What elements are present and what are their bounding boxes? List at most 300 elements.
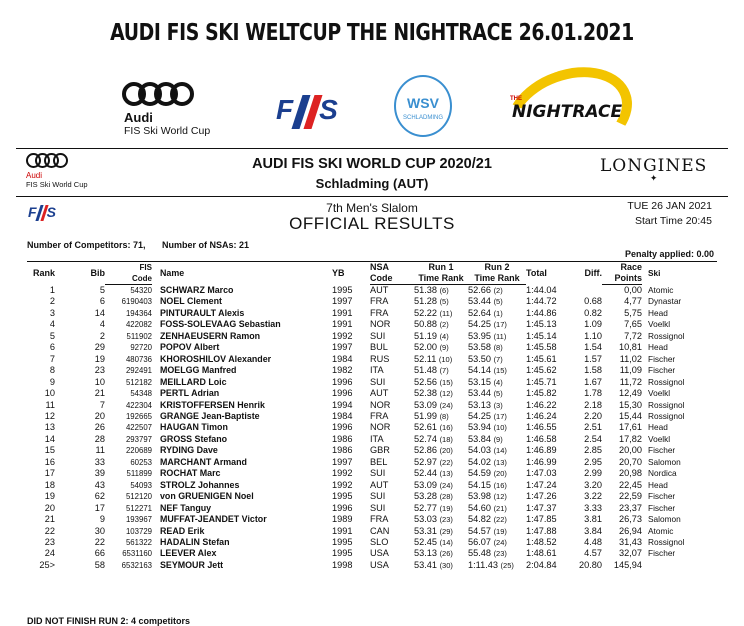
race-date: TUE 26 JAN 2021 xyxy=(627,200,712,212)
run2-time: 53.98 (12) xyxy=(468,491,507,502)
num-competitors: Number of Competitors: 71, xyxy=(27,240,146,250)
rank: 9 xyxy=(49,376,55,387)
bib: 2 xyxy=(99,330,105,341)
diff: 1.58 xyxy=(584,365,602,376)
ski-brand: Head xyxy=(648,342,668,353)
fis-code: 6532163 xyxy=(121,560,152,570)
race-points: 31,43 xyxy=(619,536,642,547)
fis-code: 192665 xyxy=(125,411,152,421)
total-time: 1:44.86 xyxy=(526,307,557,318)
athlete-name: von GRUENIGEN Noel xyxy=(160,491,254,502)
run1-time: 52.00 (9) xyxy=(414,342,449,353)
rank: 1 xyxy=(49,284,55,295)
birth-year: 1995 xyxy=(332,284,353,295)
nsa-code: FRA xyxy=(370,296,389,307)
penalty-applied: Penalty applied: 0.00 xyxy=(624,249,714,259)
race-points: 17,82 xyxy=(619,433,642,444)
fis-code: 422082 xyxy=(125,320,152,330)
total-time: 1:47.24 xyxy=(526,479,557,490)
diff: 20.80 xyxy=(579,559,602,570)
fis-code: 292491 xyxy=(125,366,152,376)
athlete-name: MUFFAT-JEANDET Victor xyxy=(160,514,267,525)
run2-time: 52.64 (1) xyxy=(468,307,503,318)
rank: 23 xyxy=(44,536,55,547)
fis-code: 103729 xyxy=(125,526,152,536)
bib: 29 xyxy=(94,342,105,353)
fis-code: 194364 xyxy=(125,308,152,318)
bib: 33 xyxy=(94,456,105,467)
rank: 21 xyxy=(44,514,55,525)
bib: 9 xyxy=(99,514,105,525)
bib: 17 xyxy=(94,502,105,513)
ski-brand: Rossignol xyxy=(648,330,685,341)
table-row xyxy=(27,365,717,376)
run2-time: 53.95 (11) xyxy=(468,330,507,341)
run2-time: 54.60 (21) xyxy=(468,502,507,513)
race-points: 15,30 xyxy=(619,399,642,410)
col-ski: Ski xyxy=(642,262,717,285)
total-time: 1:45.13 xyxy=(526,319,557,330)
fis-code: 54348 xyxy=(130,389,152,399)
table-row xyxy=(27,560,717,571)
birth-year: 1997 xyxy=(332,342,353,353)
total-time: 1:48.61 xyxy=(526,548,557,559)
total-time: 1:45.61 xyxy=(526,353,557,364)
run1-time: 52.77 (19) xyxy=(414,502,453,513)
total-time: 1:44.04 xyxy=(526,284,557,295)
run1-time: 52.44 (13) xyxy=(414,468,453,479)
total-time: 1:45.82 xyxy=(526,388,557,399)
nsa-code: SUI xyxy=(370,468,386,479)
total-time: 1:46.89 xyxy=(526,445,557,456)
run1-time: 52.45 (14) xyxy=(414,536,453,547)
bib: 26 xyxy=(94,422,105,433)
nsa-code: SLO xyxy=(370,536,389,547)
diff: 3.22 xyxy=(584,491,602,502)
table-row xyxy=(27,445,717,456)
ski-brand: Rossignol xyxy=(648,536,685,547)
total-time: 1:45.62 xyxy=(526,365,557,376)
bib: 39 xyxy=(94,468,105,479)
run1-time: 53.13 (26) xyxy=(414,548,453,559)
diff xyxy=(572,285,602,297)
race-points: 26,73 xyxy=(619,514,642,525)
run1-time: 53.03 (23) xyxy=(414,514,453,525)
ski-brand: Fischer xyxy=(648,353,676,364)
event-banner: AUDI FIS SKI WELTCUP THE NIGHTRACE 26.01.2021 xyxy=(110,20,634,46)
total-time: 1:48.52 xyxy=(526,536,557,547)
run2-time: 56.07 (24) xyxy=(468,536,507,547)
total-time: 1:47.26 xyxy=(526,491,557,502)
birth-year: 1996 xyxy=(332,376,353,387)
table-row xyxy=(27,548,717,559)
table-row xyxy=(27,480,717,491)
athlete-name: NOEL Clement xyxy=(160,296,222,307)
total-time: 1:45.71 xyxy=(526,376,557,387)
birth-year: 1992 xyxy=(332,330,353,341)
ski-brand: Head xyxy=(648,422,668,433)
fis-code: 60253 xyxy=(130,457,152,467)
race-points: 15,44 xyxy=(619,410,642,421)
table-row xyxy=(27,331,717,342)
col-name: Name xyxy=(152,262,332,285)
bib: 66 xyxy=(94,548,105,559)
num-nsas: Number of NSAs: 21 xyxy=(162,240,250,250)
table-row xyxy=(27,537,717,548)
official-results-heading: OFFICIAL RESULTS xyxy=(289,214,455,233)
table-row xyxy=(27,491,717,502)
bib: 58 xyxy=(94,559,105,570)
run2-time: 53.44 (5) xyxy=(468,296,503,307)
run1-time: 52.97 (22) xyxy=(414,456,453,467)
col-points: Points xyxy=(602,273,642,285)
nsa-code: RUS xyxy=(370,353,390,364)
ski-brand: Salomon xyxy=(648,514,681,525)
race-points: 0,00 xyxy=(624,285,642,295)
rank: 14 xyxy=(44,433,55,444)
ski-brand: Atomic xyxy=(648,284,674,295)
diff: 0.82 xyxy=(584,307,602,318)
nsa-code: FRA xyxy=(370,514,389,525)
bib: 28 xyxy=(94,433,105,444)
bib: 21 xyxy=(94,388,105,399)
rank: 22 xyxy=(44,525,55,536)
col-nsa: NSA xyxy=(370,262,412,274)
diff: 2.18 xyxy=(584,399,602,410)
run2-time: 54.25 (17) xyxy=(468,319,507,330)
run1-time: 52.22 (11) xyxy=(414,307,453,318)
total-time: 1:47.85 xyxy=(526,514,557,525)
total-time: 1:46.55 xyxy=(526,422,557,433)
run1-time: 50.88 (2) xyxy=(414,319,449,330)
athlete-name: READ Erik xyxy=(160,525,205,536)
birth-year: 1995 xyxy=(332,491,353,502)
race-points: 11,02 xyxy=(619,353,642,364)
fis-code: 54093 xyxy=(130,480,152,490)
birth-year: 1996 xyxy=(332,422,353,433)
table-row xyxy=(27,388,717,399)
fis-code: 54320 xyxy=(130,286,152,295)
total-time: 1:46.58 xyxy=(526,433,557,444)
nsa-code: USA xyxy=(370,548,389,559)
bib: 30 xyxy=(94,525,105,536)
birth-year: 1982 xyxy=(332,365,353,376)
rank: 4 xyxy=(49,319,55,330)
athlete-name: HADALIN Stefan xyxy=(160,536,230,547)
diff: 0.68 xyxy=(584,296,602,307)
fis-logo: F S xyxy=(276,94,340,129)
fis-code: 422507 xyxy=(125,423,152,433)
audi-logo-text: Audi xyxy=(124,110,153,125)
rank: 7 xyxy=(49,353,55,364)
birth-year: 1997 xyxy=(332,456,353,467)
bib: 4 xyxy=(99,319,105,330)
fis-small-logo: F S xyxy=(28,204,56,220)
race-points: 5,75 xyxy=(624,307,642,318)
col-nsa-code: Code xyxy=(370,273,412,285)
nsa-code: AUT xyxy=(370,479,389,490)
total-time: 1:46.99 xyxy=(526,456,557,467)
race-points: 7,65 xyxy=(624,319,642,330)
venue: Schladming (AUT) xyxy=(315,176,429,191)
diff: 3.84 xyxy=(584,525,602,536)
table-row xyxy=(27,342,717,353)
run2-time: 53.44 (5) xyxy=(468,388,503,399)
athlete-name: GROSS Stefano xyxy=(160,433,228,444)
run1-time: 53.09 (24) xyxy=(414,399,453,410)
run2-time: 54.57 (19) xyxy=(468,525,507,536)
fis-code: 293797 xyxy=(125,434,152,444)
nsa-code: NOR xyxy=(370,399,391,410)
col-diff: Diff. xyxy=(572,262,602,285)
col-fis: FIS xyxy=(105,262,152,274)
competitor-counts xyxy=(27,240,263,250)
table-row xyxy=(27,526,717,537)
bib: 62 xyxy=(94,491,105,502)
athlete-name: KRISTOFFERSEN Henrik xyxy=(160,399,265,410)
ski-brand: Fischer xyxy=(648,548,676,559)
nsa-code: ITA xyxy=(370,433,384,444)
nsa-code: NOR xyxy=(370,319,391,330)
nsa-code: NOR xyxy=(370,422,391,433)
birth-year: 1989 xyxy=(332,514,353,525)
run2-time: 54.82 (22) xyxy=(468,514,507,525)
diff: 2.99 xyxy=(584,468,602,479)
ski-brand: Fischer xyxy=(648,491,676,502)
longines-logo: LONGINES ✦ xyxy=(600,156,708,184)
nsa-code: ITA xyxy=(370,365,384,376)
col-rank: Rank xyxy=(27,262,55,285)
run1-time: 53.31 (29) xyxy=(414,525,453,536)
race-points: 22,59 xyxy=(619,491,642,502)
rank: 5 xyxy=(49,330,55,341)
birth-year: 1995 xyxy=(332,548,353,559)
nsa-code: SUI xyxy=(370,376,386,387)
col-run1-timerank: Time Rank xyxy=(412,273,468,285)
diff: 2.51 xyxy=(584,422,602,433)
nsa-code: SUI xyxy=(370,330,386,341)
race-points: 7,72 xyxy=(624,330,642,341)
ski-brand: Voelkl xyxy=(648,319,671,330)
bib: 14 xyxy=(94,307,105,318)
run1-time: 52.86 (20) xyxy=(414,445,453,456)
bib: 19 xyxy=(94,353,105,364)
run2-time: 54.15 (16) xyxy=(468,479,507,490)
col-total: Total xyxy=(526,262,572,285)
athlete-name: MOELGG Manfred xyxy=(160,365,237,376)
race-points: 32,07 xyxy=(619,548,642,559)
total-time: 1:47.88 xyxy=(526,525,557,536)
ski-brand: Head xyxy=(648,479,668,490)
bib: 23 xyxy=(94,365,105,376)
total-time: 1:44.72 xyxy=(526,296,557,307)
nsa-code: GBR xyxy=(370,445,390,456)
col-race: Race xyxy=(602,262,642,274)
nsa-code: AUT xyxy=(370,388,389,399)
rank: 3 xyxy=(49,307,55,318)
col-bib: Bib xyxy=(55,262,105,285)
ski-brand: Fischer xyxy=(648,502,676,513)
audi-small-logo: Audi FIS Ski World Cup xyxy=(26,153,88,189)
birth-year: 1986 xyxy=(332,445,353,456)
nsa-code: SUI xyxy=(370,502,386,513)
rank: 6 xyxy=(49,342,55,353)
run1-time: 53.09 (24) xyxy=(414,479,453,490)
athlete-name: PERTL Adrian xyxy=(160,388,220,399)
birth-year: 1984 xyxy=(332,410,353,421)
bib: 11 xyxy=(95,445,105,456)
rank: 15 xyxy=(44,445,55,456)
race-points: 20,70 xyxy=(619,456,642,467)
bib: 5 xyxy=(99,284,105,295)
audi-fis-logo xyxy=(122,82,210,137)
athlete-name: ZENHAEUSERN Ramon xyxy=(160,330,261,341)
table-row xyxy=(27,411,717,422)
bib: 20 xyxy=(94,410,105,421)
run1-time: 51.19 (4) xyxy=(414,330,449,341)
fis-code: 511899 xyxy=(126,469,152,479)
run2-time: 53.50 (7) xyxy=(468,353,503,364)
nsa-code: BUL xyxy=(370,342,388,353)
bib: 7 xyxy=(99,399,105,410)
rank: 25> xyxy=(39,559,55,570)
race-points: 17,61 xyxy=(619,422,642,433)
diff: 3.81 xyxy=(584,514,602,525)
table-row xyxy=(27,503,717,514)
ski-brand: Salomon xyxy=(648,456,681,467)
ski-brand: Voelkl xyxy=(648,388,671,399)
run2-time: 53.15 (4) xyxy=(468,376,503,387)
run1-time: 53.28 (28) xyxy=(414,491,453,502)
diff: 1.78 xyxy=(584,388,602,399)
birth-year: 1986 xyxy=(332,433,353,444)
diff: 2.85 xyxy=(584,445,602,456)
run2-time: 54.25 (17) xyxy=(468,410,507,421)
fis-code: 220689 xyxy=(125,446,152,456)
birth-year: 1991 xyxy=(332,319,353,330)
run1-time: 51.28 (5) xyxy=(414,296,449,307)
fis-code: 193967 xyxy=(125,515,152,525)
athlete-name: GRANGE Jean-Baptiste xyxy=(160,410,260,421)
athlete-name: SCHWARZ Marco xyxy=(160,284,234,295)
run1-time: 52.61 (16) xyxy=(414,422,453,433)
athlete-name: MEILLARD Loic xyxy=(160,376,227,387)
athlete-name: RYDING Dave xyxy=(160,445,218,456)
rank: 16 xyxy=(44,456,55,467)
bib: 10 xyxy=(94,376,105,387)
nsa-code: FRA xyxy=(370,410,389,421)
header-divider xyxy=(16,148,728,149)
race-points: 4,77 xyxy=(624,296,642,307)
fis-code: 511902 xyxy=(126,331,152,341)
birth-year: 1992 xyxy=(332,479,353,490)
diff: 1.09 xyxy=(584,319,602,330)
diff: 4.57 xyxy=(584,548,602,559)
total-time: 1:47.37 xyxy=(526,502,557,513)
rank: 20 xyxy=(44,502,55,513)
fis-code: 512182 xyxy=(125,377,152,387)
run2-time: 53.13 (3) xyxy=(468,399,503,410)
nsa-code: FRA xyxy=(370,307,389,318)
athlete-name: FOSS-SOLEVAAG Sebastian xyxy=(160,319,281,330)
run2-time: 52.66 (2) xyxy=(468,285,503,295)
fis-code: 92720 xyxy=(130,343,152,353)
race-points: 12,49 xyxy=(619,388,642,399)
total-time: 1:45.14 xyxy=(526,330,557,341)
diff: 2.54 xyxy=(584,433,602,444)
run2-time: 53.58 (8) xyxy=(468,342,503,353)
rank: 8 xyxy=(49,365,55,376)
nsa-code: BEL xyxy=(370,456,388,467)
athlete-name: NEF Tanguy xyxy=(160,502,212,513)
athlete-name: LEEVER Alex xyxy=(160,548,217,559)
run1-time: 52.56 (15) xyxy=(414,376,453,387)
fis-code: 512120 xyxy=(125,492,152,502)
diff: 3.33 xyxy=(584,502,602,513)
bib: 6 xyxy=(99,296,105,307)
run1-time: 51.38 (6) xyxy=(414,285,449,295)
diff: 1.57 xyxy=(584,353,602,364)
run1-time: 52.11 (10) xyxy=(414,353,453,364)
fis-code: 561322 xyxy=(125,537,152,547)
table-row xyxy=(27,434,717,445)
total-time: 1:46.24 xyxy=(526,410,557,421)
diff: 1.67 xyxy=(584,376,602,387)
athlete-name: KHOROSHILOV Alexander xyxy=(160,353,272,364)
birth-year: 1991 xyxy=(332,307,353,318)
diff: 2.20 xyxy=(584,410,602,421)
col-run1: Run 1 xyxy=(412,262,468,274)
race-points: 11,09 xyxy=(619,365,642,376)
table-row xyxy=(27,457,717,468)
table-row xyxy=(27,400,717,411)
table-row xyxy=(27,422,717,433)
diff: 2.95 xyxy=(584,456,602,467)
table-row xyxy=(27,296,717,307)
run1-time: 51.99 (8) xyxy=(414,410,449,421)
start-time: Start Time 20:45 xyxy=(634,215,712,227)
dnf-footer: DID NOT FINISH RUN 2: 4 competitors xyxy=(27,616,191,626)
rank: 19 xyxy=(44,491,55,502)
diff: 4.48 xyxy=(584,536,602,547)
birth-year: 1996 xyxy=(332,502,353,513)
athlete-name: ROCHAT Marc xyxy=(160,468,221,479)
run1-time: 53.41 (30) xyxy=(414,559,453,570)
fis-code: 6190403 xyxy=(121,297,152,307)
rank: 10 xyxy=(44,388,55,399)
diff: 1.54 xyxy=(584,342,602,353)
diff: 3.20 xyxy=(584,479,602,490)
table-row xyxy=(27,308,717,319)
ski-brand xyxy=(642,560,717,571)
race-points: 145,94 xyxy=(613,559,642,570)
title-divider xyxy=(16,196,728,197)
total-time: 1:45.58 xyxy=(526,342,557,353)
event-name: 7th Men's Slalom xyxy=(326,201,418,215)
athlete-name: STROLZ Johannes xyxy=(160,479,240,490)
wsv-logo: WSV SCHLADMING xyxy=(394,75,452,137)
birth-year: 1991 xyxy=(332,525,353,536)
rank: 2 xyxy=(49,296,55,307)
run2-time: 1:11.43 (25) xyxy=(468,559,514,570)
ski-brand: Head xyxy=(648,307,668,318)
athlete-name: SEYMOUR Jett xyxy=(160,559,224,570)
table-row xyxy=(27,354,717,365)
birth-year: 1984 xyxy=(332,353,353,364)
ski-brand: Rossignol xyxy=(648,410,685,421)
run2-time: 54.14 (15) xyxy=(468,365,507,376)
run1-time: 51.48 (7) xyxy=(414,365,449,376)
